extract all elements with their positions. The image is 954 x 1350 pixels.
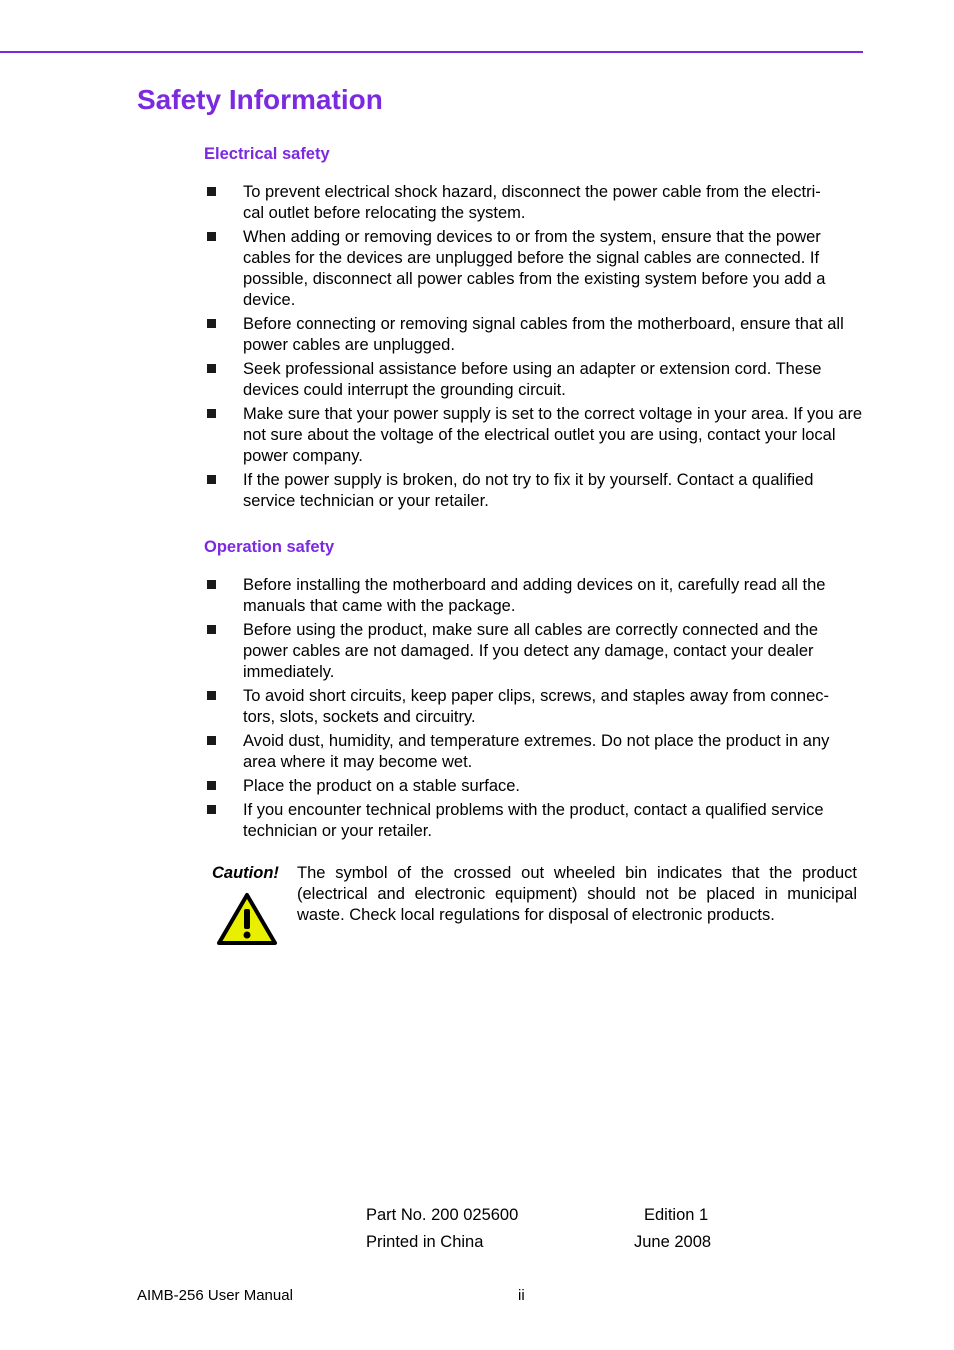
square-bullet-icon — [207, 319, 216, 328]
operation-safety-list — [204, 575, 864, 845]
square-bullet-icon — [207, 187, 216, 196]
square-bullet-icon — [207, 580, 216, 589]
list-item — [204, 575, 864, 617]
list-item-text: Before using the product, make sure all cables are correctly connected and the power cables are not damaged. If you detect any damage, contact your dealer immediately. — [243, 621, 819, 681]
list-item-text: If the power supply is broken, do not try to fix it by yourself. Contact a qualified service technician or your retailer. — [243, 471, 814, 510]
square-bullet-icon — [207, 805, 216, 814]
list-item — [204, 800, 864, 842]
list-item-text: Before connecting or removing signal cables from the motherboard, ensure that all power cables are unplugged. — [243, 315, 844, 354]
list-item — [204, 314, 864, 356]
caution-text: The symbol of the crossed out wheeled bin indicates that the product (electrical and electronic equipment) should not be placed in municipal waste. Check local regulations for disposal of electronic products. — [297, 864, 857, 924]
list-item-text: To avoid short circuits, keep paper clips, screws, and staples away from connec- tors, slots, sockets and circuitry. — [243, 687, 830, 726]
list-item-text: Before installing the motherboard and adding devices on it, carefully read all the manuals that came with the package. — [243, 576, 826, 615]
list-item — [204, 620, 864, 683]
publication-date: June 2008 — [634, 1233, 712, 1251]
square-bullet-icon — [207, 781, 216, 790]
operation-safety-heading: Operation safety — [204, 538, 335, 556]
list-item-text: If you encounter technical problems with the product, contact a qualified service technician or your retailer. — [243, 801, 824, 840]
list-item-text: Seek professional assistance before using an adapter or extension cord. These devices could interrupt the grounding circuit. — [243, 360, 822, 399]
electrical-safety-list — [204, 182, 864, 515]
list-item — [204, 731, 864, 773]
printed-location: Printed in China — [366, 1233, 484, 1251]
part-number: Part No. 200 025600 — [366, 1206, 519, 1224]
caution-label: Caution! — [212, 864, 279, 882]
square-bullet-icon — [207, 364, 216, 373]
square-bullet-icon — [207, 691, 216, 700]
list-item — [204, 776, 864, 797]
electrical-safety-heading: Electrical safety — [204, 145, 330, 163]
edition: Edition 1 — [644, 1206, 709, 1224]
warning-triangle-icon — [216, 892, 278, 946]
list-item — [204, 470, 864, 512]
page-title: Safety Information — [137, 84, 383, 115]
list-item-text: When adding or removing devices to or from the system, ensure that the power cables for the devices are unplugged before the signal cables are connected. If possible, disconnect all power cables from the existing system before you add a device. — [243, 228, 826, 309]
header-rule — [0, 51, 863, 53]
list-item-text: Avoid dust, humidity, and temperature extremes. Do not place the product in any area where it may become wet. — [243, 732, 830, 771]
square-bullet-icon — [207, 475, 216, 484]
footer-manual-name: AIMB-256 User Manual — [137, 1287, 293, 1304]
footer-page-number: ii — [518, 1287, 525, 1304]
list-item — [204, 686, 864, 728]
list-item-text: Place the product on a stable surface. — [243, 777, 521, 795]
list-item — [204, 359, 864, 401]
square-bullet-icon — [207, 232, 216, 241]
list-item — [204, 182, 864, 224]
square-bullet-icon — [207, 625, 216, 634]
list-item — [204, 404, 864, 467]
list-item — [204, 227, 864, 311]
list-item-text: Make sure that your power supply is set to the correct voltage in your area. If you are not sure about the voltage of the electrical outlet you are using, contact your local power company. — [243, 405, 863, 465]
list-item-text: To prevent electrical shock hazard, disconnect the power cable from the electri- cal outlet before relocating the system. — [243, 183, 821, 222]
square-bullet-icon — [207, 409, 216, 418]
square-bullet-icon — [207, 736, 216, 745]
